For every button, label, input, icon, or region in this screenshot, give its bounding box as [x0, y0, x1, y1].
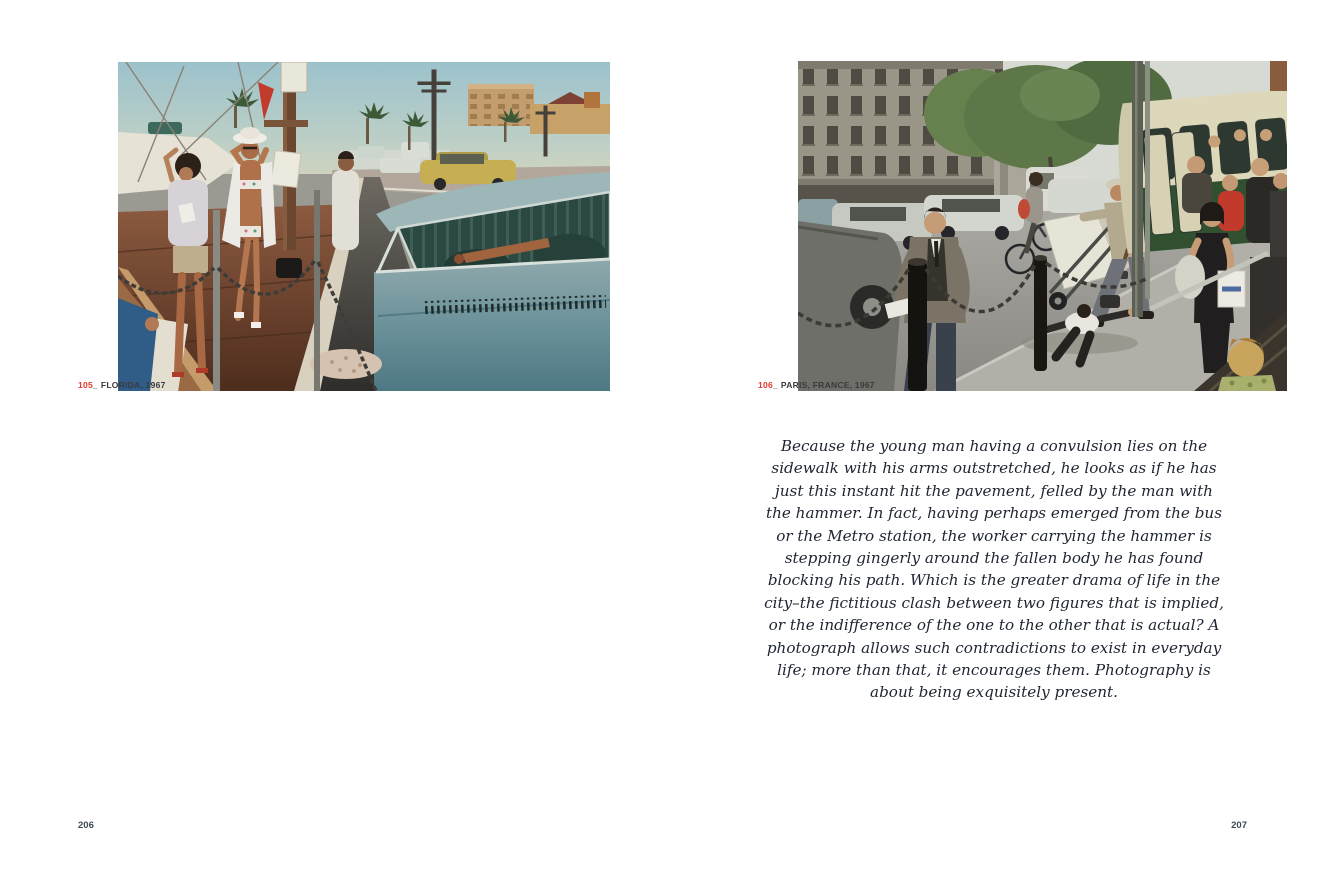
commentary-text: Because the young man having a convulsion lies on the sidewalk with his arms outstretched, he looks as if he has just this instant hit the pavement, felled by the man with the hammer. In fact, having perhaps emerged from the bus or the Metro station, the worker carrying the hammer is stepping gingerly around the fallen body he has found blocking his path. Which is the greater drama of life in the city–the fictitious clash between two figures that is implied, or the indifference of the one to the other that is actual? A photograph allows such contradictions to exist in everyday life; more than that, it encourages them. Photography is about being exquisitely present.: [764, 437, 1224, 702]
caption-separator: _: [92, 380, 98, 390]
caption-separator: _: [772, 380, 778, 390]
caption-label: PARIS, FRANCE, 1967: [780, 380, 875, 390]
photo-florida-1967: [118, 62, 610, 391]
page-number-left: 206: [78, 820, 94, 831]
utility-pole: [1132, 61, 1150, 317]
caption-florida: [78, 380, 166, 390]
caption-number: 106: [758, 380, 773, 390]
teal-car: [374, 172, 610, 391]
black-purse: [276, 258, 302, 278]
shell-pile: [310, 349, 382, 379]
florida-photo-illustration: [118, 62, 610, 391]
caption-number: 105: [78, 380, 93, 390]
caption-paris: [758, 380, 875, 390]
paris-photo-illustration: [798, 61, 1287, 391]
caption-label: FLORIDA, 1967: [100, 380, 166, 390]
photo-paris-1967: [798, 61, 1287, 391]
page-number-right: 207: [1231, 820, 1247, 831]
